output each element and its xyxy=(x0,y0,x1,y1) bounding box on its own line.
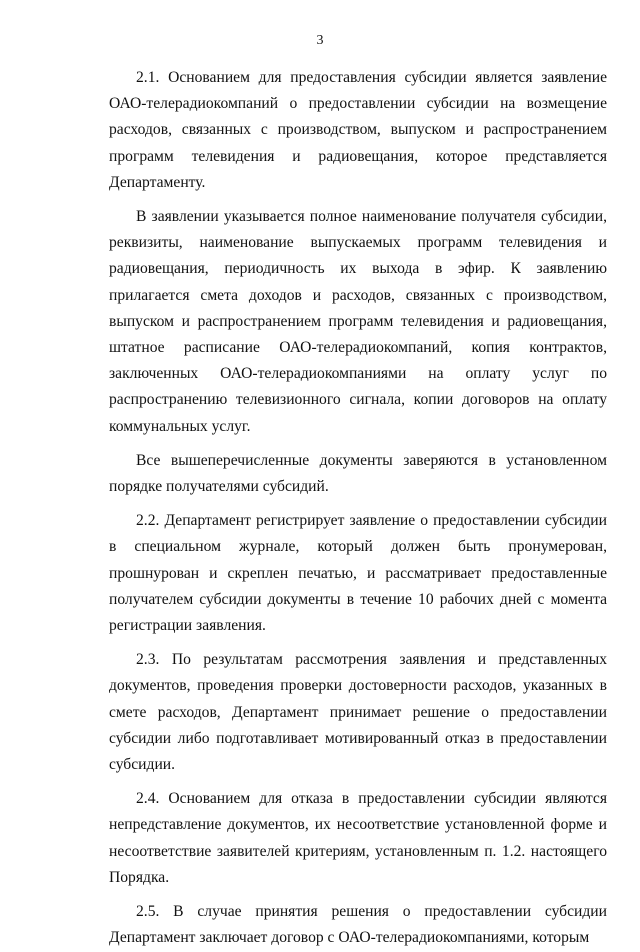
paragraph-2-1: 2.1. Основанием для предоставления субсидии является заявление ОАО-телерадиокомпаний о предоставлении субсидии на возмещение расходов, связанных с производством, выпуском и распространением программ телевидения и радиовещания, которое представляется Департаменту. xyxy=(109,69,607,191)
paragraph-2-4: 2.4. Основанием для отказа в предоставлении субсидии являются непредставление документов, их несоответствие установленной форме и несоответствие заявителей критериям, установленным п. 1.2. настоящего Порядка. xyxy=(109,790,607,886)
paragraph-2-5: 2.5. В случае принятия решения о предоставлении субсидии Департамент заключает договор с ОАО-телерадиокомпаниями, которым xyxy=(109,903,607,947)
page-number: 3 xyxy=(316,33,324,48)
paragraph-application-contents: В заявлении указывается полное наименование получателя субсидии, реквизиты, наименование выпускаемых программ телевидения и радиовещания, периодичность их выхода в эфир. К заявлению прилагается смета доходов и расходов, связанных с производством, выпуском и распространением программ телевидения и радиовещания, штатное расписание ОАО-телерадиокомпаний, копия контрактов, заключенных ОАО-телерадиокомпаниями на оплату услуг по распространению телевизионного сигнала, копии договоров на оплату коммунальных услуг. xyxy=(109,208,607,435)
paragraph-2-2: 2.2. Департамент регистрирует заявление о предоставлении субсидии в специальном журнале, который должен быть пронумерован, прошнурован и скреплен печатью, и рассматривает предоставленные получателем субсидии документы в течение 10 рабочих дней с момента регистрации заявления. xyxy=(109,512,607,635)
paragraph-documents-certified: Все вышеперечисленные документы заверяются в установленном порядке получателями субсидий. xyxy=(109,451,607,496)
paragraph-2-3: 2.3. По результатам рассмотрения заявления и представленных документов, проведения проверки достоверности расходов, указанных в смете расходов, Департамент принимает решение о предоставлении субсидии либо подготавливает мотивированный отказ в предоставлении субсидии. xyxy=(109,651,607,774)
